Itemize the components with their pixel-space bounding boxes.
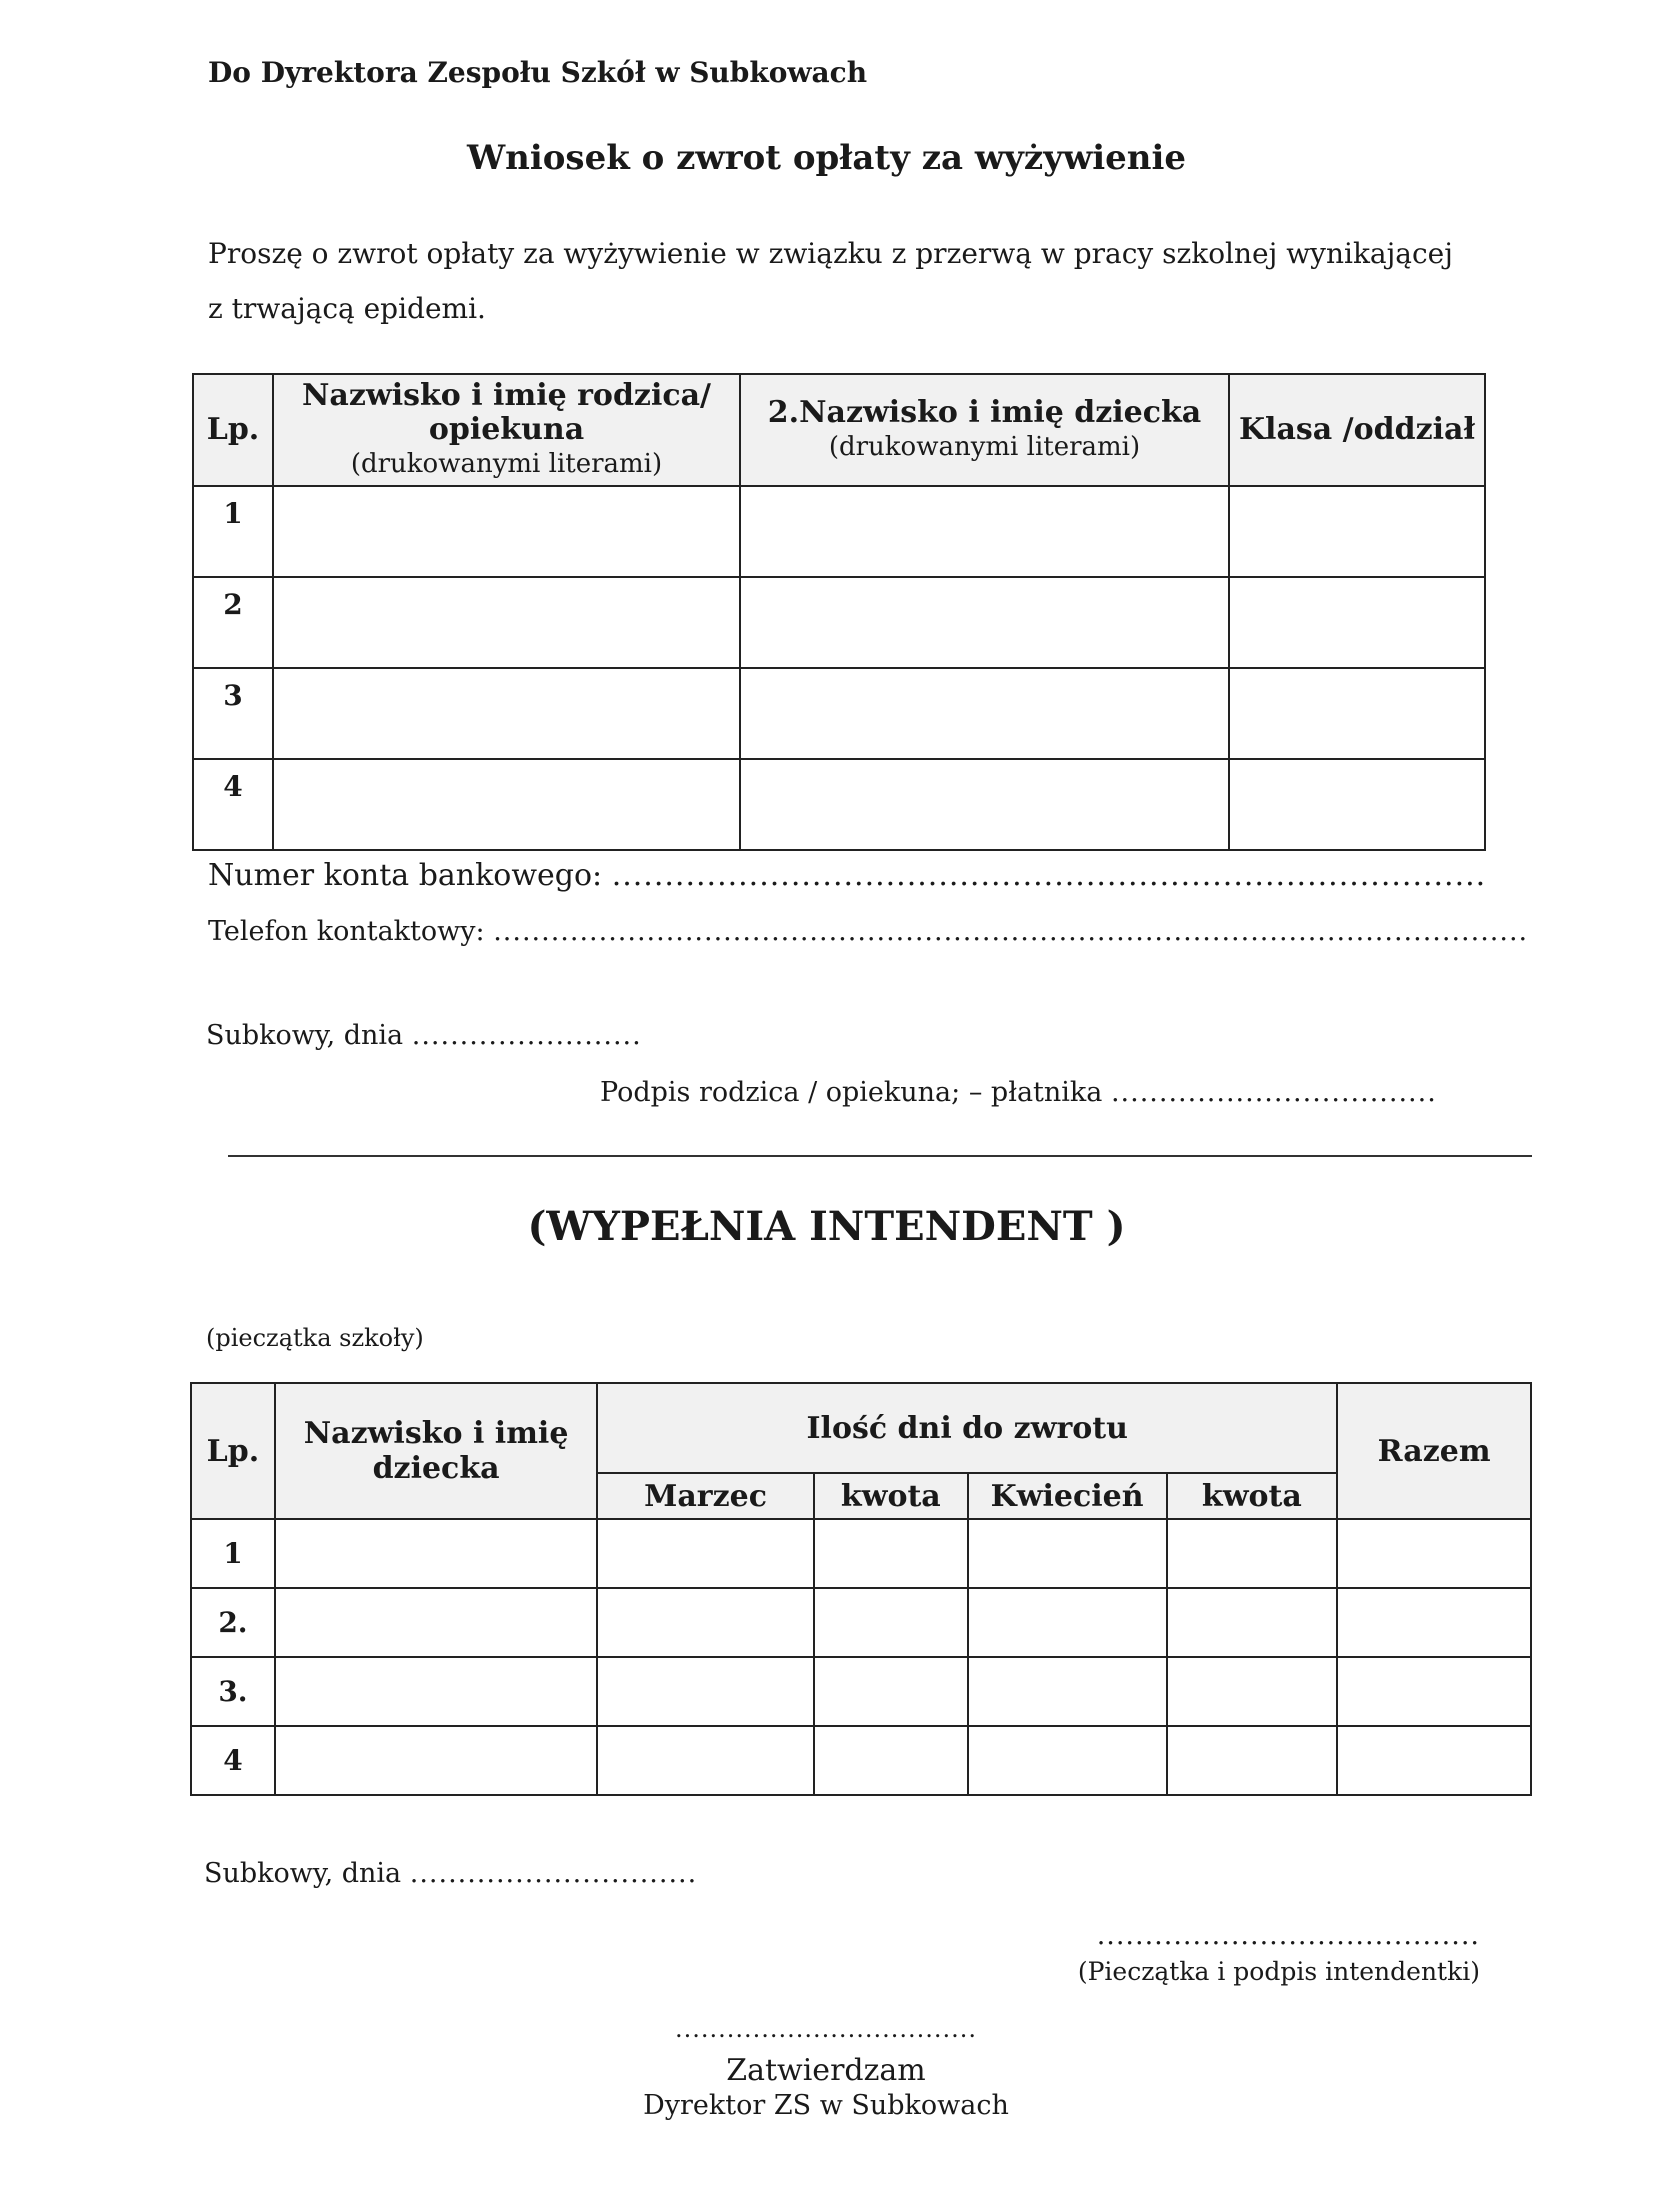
header-child-name <box>740 374 1229 486</box>
parent-name-cell[interactable] <box>273 668 740 759</box>
child-name-cell[interactable] <box>740 759 1229 850</box>
director-title: Dyrektor ZS w Subkowach <box>643 2090 1009 2121</box>
header-parent-note: (drukowanymi literami) <box>350 449 663 479</box>
total-cell[interactable] <box>1337 1588 1531 1657</box>
parent-name-cell[interactable] <box>273 759 740 850</box>
child-name-cell[interactable] <box>275 1657 597 1726</box>
march-days-cell[interactable] <box>597 1519 814 1588</box>
header-amount-april: kwota <box>1167 1473 1338 1519</box>
header-child-name-label: 2.Nazwisko i imię dziecka <box>767 395 1202 430</box>
director-approval-block <box>576 2015 1076 2121</box>
april-amount-cell[interactable] <box>1167 1519 1338 1588</box>
row-number: 3 <box>193 668 273 759</box>
row-number: 1 <box>191 1519 275 1588</box>
intendent-signature-block <box>1060 1920 1480 1986</box>
table-row <box>193 668 1485 759</box>
date-label: Subkowy, dnia <box>206 1020 404 1051</box>
child-name-cell[interactable] <box>275 1588 597 1657</box>
intendent-signature-input[interactable]: ........................................ <box>1096 1920 1480 1951</box>
row-number: 1 <box>193 486 273 577</box>
footer-date-input[interactable]: .............................. <box>409 1858 698 1889</box>
parent-signature-field <box>600 1077 1437 1108</box>
applicant-table-header <box>193 374 1485 486</box>
table-row <box>191 1657 1531 1726</box>
row-number: 2. <box>191 1588 275 1657</box>
class-cell[interactable] <box>1229 668 1485 759</box>
march-amount-cell[interactable] <box>814 1519 968 1588</box>
child-name-cell[interactable] <box>740 486 1229 577</box>
applicant-table <box>192 373 1486 851</box>
refund-table-header <box>191 1383 1531 1473</box>
row-number: 4 <box>193 759 273 850</box>
section-title: (WYPEŁNIA INTENDENT ) <box>527 1203 1126 1250</box>
intro-line-1: Proszę o zwrot opłaty za wyżywienie w związku z przerwą w pracy szkolnej wynikającej <box>208 237 1453 270</box>
row-number: 2 <box>193 577 273 668</box>
header-child-name: Nazwisko i imię dziecka <box>275 1383 597 1519</box>
footer-date-field <box>204 1858 697 1889</box>
addressee: Do Dyrektora Zespołu Szkół w Subkowach <box>208 56 868 89</box>
director-signature-input[interactable]: ................................... <box>674 2015 977 2043</box>
header-lp: Lp. <box>193 374 273 486</box>
header-child-note: (drukowanymi literami) <box>828 432 1141 462</box>
date-field <box>206 1020 642 1051</box>
april-days-cell[interactable] <box>968 1519 1167 1588</box>
refund-table <box>190 1382 1532 1796</box>
child-name-cell[interactable] <box>275 1519 597 1588</box>
phone-label: Telefon kontaktowy: <box>208 916 485 947</box>
row-number: 3. <box>191 1657 275 1726</box>
parent-signature-input[interactable]: .................................. <box>1110 1077 1437 1108</box>
class-cell[interactable] <box>1229 577 1485 668</box>
table-row <box>193 486 1485 577</box>
date-input[interactable]: ........................ <box>411 1020 642 1051</box>
child-name-cell[interactable] <box>740 577 1229 668</box>
total-cell[interactable] <box>1337 1726 1531 1795</box>
school-stamp-note: (pieczątka szkoły) <box>206 1324 424 1352</box>
table-row <box>193 577 1485 668</box>
header-amount-march: kwota <box>814 1473 968 1519</box>
child-name-cell[interactable] <box>275 1726 597 1795</box>
section-divider <box>228 1155 1532 1157</box>
total-cell[interactable] <box>1337 1519 1531 1588</box>
row-number: 4 <box>191 1726 275 1795</box>
class-cell[interactable] <box>1229 486 1485 577</box>
april-days-cell[interactable] <box>968 1657 1167 1726</box>
bank-account-label: Numer konta bankowego: <box>208 858 603 893</box>
intro-text <box>208 226 1508 336</box>
total-cell[interactable] <box>1337 1657 1531 1726</box>
header-march: Marzec <box>597 1473 814 1519</box>
parent-name-cell[interactable] <box>273 577 740 668</box>
header-total: Razem <box>1337 1383 1531 1519</box>
table-row <box>191 1588 1531 1657</box>
april-amount-cell[interactable] <box>1167 1588 1338 1657</box>
header-lp: Lp. <box>191 1383 275 1519</box>
header-class: Klasa /oddział <box>1229 374 1485 486</box>
table-row <box>191 1726 1531 1795</box>
document-title: Wniosek o zwrot opłaty za wyżywienie <box>466 138 1187 178</box>
march-days-cell[interactable] <box>597 1657 814 1726</box>
header-parent-name-label: Nazwisko i imię rodzica/ opiekuna <box>301 378 712 447</box>
april-days-cell[interactable] <box>968 1588 1167 1657</box>
header-parent-name <box>273 374 740 486</box>
march-amount-cell[interactable] <box>814 1588 968 1657</box>
approve-label: Zatwierdzam <box>726 2053 926 2088</box>
header-days-to-refund: Ilość dni do zwrotu <box>597 1383 1337 1473</box>
table-row <box>191 1519 1531 1588</box>
march-days-cell[interactable] <box>597 1588 814 1657</box>
intendent-signature-label: (Pieczątka i podpis intendentki) <box>1077 1957 1480 1986</box>
table-row <box>193 759 1485 850</box>
child-name-cell[interactable] <box>740 668 1229 759</box>
march-amount-cell[interactable] <box>814 1726 968 1795</box>
footer-date-label: Subkowy, dnia <box>204 1858 402 1889</box>
phone-input[interactable]: ............................................................................................................ <box>493 916 1529 947</box>
parent-signature-label: Podpis rodzica / opiekuna; – płatnika <box>600 1077 1103 1108</box>
march-amount-cell[interactable] <box>814 1657 968 1726</box>
bank-account-field <box>208 858 1486 893</box>
parent-name-cell[interactable] <box>273 486 740 577</box>
april-days-cell[interactable] <box>968 1726 1167 1795</box>
header-april: Kwiecień <box>968 1473 1167 1519</box>
april-amount-cell[interactable] <box>1167 1657 1338 1726</box>
class-cell[interactable] <box>1229 759 1485 850</box>
phone-field <box>208 916 1528 947</box>
bank-account-input[interactable]: ................................................................................... <box>611 858 1487 893</box>
april-amount-cell[interactable] <box>1167 1726 1338 1795</box>
march-days-cell[interactable] <box>597 1726 814 1795</box>
intro-line-2: z trwającą epidemi. <box>208 292 486 325</box>
